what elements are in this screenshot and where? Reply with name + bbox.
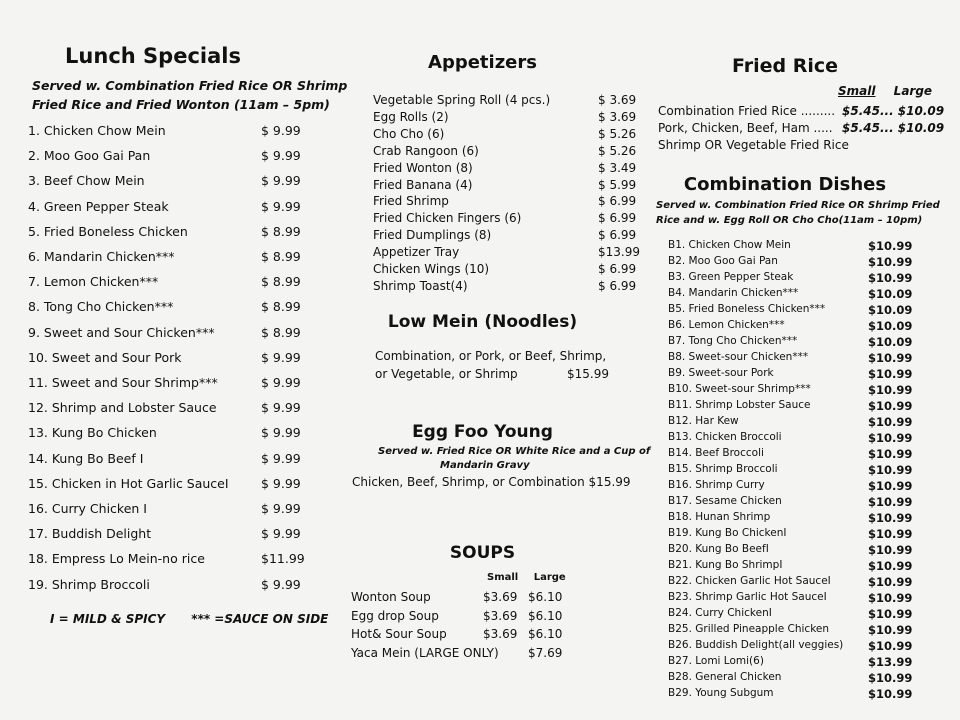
appetizer-item [373, 160, 637, 178]
combination-item-price: $10.99 [868, 463, 913, 477]
combination-item-price: $10.99 [868, 591, 913, 605]
combination-item-name: B12. Har Kew [668, 415, 739, 427]
lunch-item-price: $ 8.99 [261, 299, 301, 315]
lunch-item-price: $ 9.99 [261, 425, 301, 441]
lunch-item-name: 9. Sweet and Sour Chicken*** [28, 324, 215, 340]
combination-item [668, 655, 940, 671]
combination-item-name: B11. Shrimp Lobster Sauce [668, 399, 811, 411]
lunch-item [28, 400, 318, 420]
lunch-item [28, 501, 318, 521]
lunch-item-name: 8. Tong Cho Chicken*** [28, 299, 174, 315]
soup-item-name: Egg drop Soup [351, 608, 439, 623]
lunch-item-price: $ 9.99 [261, 400, 301, 416]
fried-rice-item-price: $5.45... $10.09 [842, 121, 945, 135]
appetizer-item-price: $ 3.69 [598, 93, 637, 107]
lunch-item-name: 11. Sweet and Sour Shrimp*** [28, 375, 218, 390]
combination-subtitle-line2: Rice and w. Egg Roll OR Cho Cho(11am – 10pm) [656, 215, 923, 226]
combination-item [668, 415, 940, 431]
soups-title: SOUPS [449, 543, 516, 563]
combination-item-price: $10.99 [868, 527, 913, 541]
combination-item-price: $10.99 [868, 559, 913, 573]
combination-item [668, 255, 940, 271]
combination-item-price: $10.99 [868, 271, 913, 285]
appetizer-item [373, 194, 637, 211]
combination-item [668, 287, 940, 303]
combination-subtitle-line1: Served w. Combination Fried Rice OR Shrimp Fried [656, 200, 940, 211]
appetizer-item [373, 262, 637, 279]
combination-item-name: B24. Curry ChickenI [668, 607, 772, 619]
lunch-item-name: 7. Lemon Chicken*** [28, 274, 159, 290]
combination-item-price: $10.99 [868, 687, 913, 701]
combination-item [668, 495, 940, 511]
combination-item-price: $10.99 [868, 511, 913, 525]
lunch-item-price: $ 9.99 [261, 148, 301, 164]
appetizer-item-price: $ 5.26 [598, 143, 637, 158]
lunch-item-name: 5. Fried Boneless Chicken [28, 223, 188, 239]
combination-item-name: B2. Moo Goo Gai Pan [668, 255, 778, 267]
lunch-item-price: $ 8.99 [261, 223, 301, 239]
appetizer-item [373, 245, 640, 262]
lunch-item-price: $ 9.99 [261, 501, 301, 516]
appetizer-item-price: $ 6.99 [598, 194, 637, 209]
lunch-item [28, 425, 318, 445]
lunch-item-price: $ 9.99 [261, 173, 301, 189]
combination-item-name: B28. General Chicken [668, 671, 782, 683]
soup-item [351, 627, 620, 646]
soup-item-small-price: $3.69 [483, 627, 518, 641]
fried-rice-large-label: Large [893, 84, 933, 98]
egg-foo-young-text: Chicken, Beef, Shrimp, or Combination $15.99 [352, 475, 631, 489]
lunch-item [28, 274, 318, 294]
lunch-item-name: 12. Shrimp and Lobster Sauce [28, 400, 217, 416]
combination-item-price: $10.99 [868, 447, 913, 461]
combination-item [668, 351, 940, 367]
lunch-item-price: $ 9.99 [261, 375, 301, 390]
appetizer-item [373, 211, 637, 228]
combination-item-name: B4. Mandarin Chicken*** [668, 287, 799, 299]
lunch-item [28, 325, 318, 345]
appetizer-item-name: Shrimp Toast(4) [373, 278, 468, 293]
combination-item [668, 623, 940, 639]
lunch-item [28, 173, 318, 193]
combination-item-price: $10.99 [868, 239, 913, 253]
egg-foo-young-subtitle-line2: Mandarin Gravy [440, 460, 530, 471]
combination-item-price: $10.99 [868, 351, 913, 365]
combination-item-name: B13. Chicken Broccoli [668, 431, 782, 443]
lunch-item-name: 19. Shrimp Broccoli [28, 576, 150, 592]
lunch-item-price: $ 9.99 [261, 198, 301, 214]
appetizer-item-price: $ 6.99 [598, 278, 637, 293]
lunch-item [28, 551, 318, 571]
appetizer-item-price: $ 6.99 [598, 211, 637, 226]
combination-item-price: $13.99 [868, 655, 913, 669]
appetizer-item-price: $13.99 [598, 245, 640, 260]
lunch-item-name: 18. Empress Lo Mein-no rice [28, 551, 205, 567]
soup-item-large-price: $7.69 [528, 645, 563, 660]
lunch-item [28, 123, 318, 143]
appetizer-item [373, 93, 637, 110]
combination-item [668, 463, 940, 479]
appetizer-item-price: $ 3.69 [598, 109, 637, 124]
fried-rice-small-label: Small [838, 84, 876, 98]
combination-item-price: $10.09 [868, 335, 913, 349]
combination-item-name: B6. Lemon Chicken*** [668, 319, 785, 331]
combination-item-price: $10.99 [868, 639, 913, 653]
combination-item-name: B1. Chicken Chow Mein [668, 239, 791, 251]
lunch-item-name: 14. Kung Bo Beef I [28, 450, 144, 466]
combination-item [668, 271, 940, 287]
combination-item-name: B3. Green Pepper Steak [668, 271, 794, 283]
low-mein-title: Low Mein (Noodles) [387, 312, 578, 332]
soup-item [351, 646, 620, 665]
legend-sauce: *** =SAUCE ON SIDE [191, 612, 329, 626]
fried-rice-item-name: Combination Fried Rice ......... [658, 104, 836, 118]
combination-item-price: $10.99 [868, 671, 913, 685]
soup-item-name: Wonton Soup [351, 590, 431, 604]
lunch-item-name: 15. Chicken in Hot Garlic SauceI [28, 475, 229, 491]
legend-spicy: I = MILD & SPICY [50, 612, 166, 626]
combination-item-price: $10.99 [868, 399, 913, 413]
combination-item [668, 447, 940, 463]
combination-item-price: $10.99 [868, 431, 913, 445]
lunch-item [28, 476, 318, 496]
combination-item-price: $10.99 [868, 383, 913, 397]
lunch-item [28, 224, 318, 244]
soups-large-label: Large [533, 572, 566, 583]
lunch-subtitle-line2: Fried Rice and Fried Wonton (11am – 5pm) [32, 97, 330, 112]
appetizer-item-name: Chicken Wings (10) [373, 262, 490, 276]
combination-item-name: B15. Shrimp Broccoli [668, 463, 778, 475]
low-mein-line2: or Vegetable, or Shrimp [375, 367, 518, 381]
combination-item [668, 527, 940, 543]
combination-item [668, 671, 940, 687]
lunch-item-price: $ 8.99 [261, 249, 301, 264]
combination-item-price: $10.99 [868, 415, 913, 429]
fried-rice-note: Shrimp OR Vegetable Fried Rice [658, 138, 849, 152]
combination-item [668, 559, 940, 575]
combination-item [668, 543, 940, 559]
combination-item [668, 511, 940, 527]
soups-size-header [487, 572, 578, 583]
combination-item-name: B26. Buddish Delight(all veggies) [668, 639, 844, 651]
lunch-item [28, 451, 318, 471]
appetizer-item [373, 278, 637, 296]
low-mein-price: $15.99 [567, 367, 609, 381]
combination-item-price: $10.99 [868, 607, 913, 621]
combination-item-price: $10.09 [868, 287, 913, 301]
appetizer-item-name: Egg Rolls (2) [373, 109, 449, 124]
lunch-item-name: 1. Chicken Chow Mein [28, 123, 166, 138]
fried-rice-size-header [838, 84, 932, 98]
combination-item-name: B8. Sweet-sour Chicken*** [668, 351, 809, 363]
combination-item [668, 431, 940, 447]
combination-item-name: B27. Lomi Lomi(6) [668, 655, 764, 667]
lunch-item-price: $ 8.99 [261, 274, 301, 290]
fried-rice-item-price: $5.45... $10.09 [842, 104, 945, 118]
combination-item-name: B16. Shrimp Curry [668, 479, 765, 491]
combination-item-name: B5. Fried Boneless Chicken*** [668, 303, 826, 315]
combination-item [668, 591, 940, 607]
soups-small-label: Small [487, 572, 519, 583]
combination-item [668, 607, 940, 623]
combination-item [668, 575, 940, 591]
soup-item-large-price: $6.10 [528, 590, 563, 604]
appetizer-item [373, 143, 637, 161]
lunch-item [28, 199, 318, 219]
lunch-item-price: $ 9.99 [261, 576, 301, 592]
combination-item-price: $10.99 [868, 623, 913, 637]
combination-item-price: $10.99 [868, 543, 913, 557]
lunch-item-price: $ 9.99 [261, 450, 301, 466]
lunch-subtitle-line1: Served w. Combination Fried Rice OR Shrimp [32, 78, 348, 93]
lunch-item [28, 375, 318, 395]
combination-item-name: B22. Chicken Garlic Hot SauceI [668, 575, 831, 587]
lunch-item-price: $11.99 [261, 551, 305, 567]
fried-rice-item-name: Pork, Chicken, Beef, Ham ..... [658, 121, 833, 135]
combination-item-name: B18. Hunan Shrimp [668, 511, 771, 523]
egg-foo-young-title: Egg Foo Young [412, 422, 553, 442]
soup-item-name: Yaca Mein (LARGE ONLY) [351, 645, 499, 660]
lunch-item [28, 577, 318, 597]
appetizer-item-name: Fried Wonton (8) [373, 160, 473, 175]
lunch-item [28, 148, 318, 168]
lunch-item-name: 16. Curry Chicken I [28, 501, 147, 516]
soup-item-name: Hot& Sour Soup [351, 627, 447, 641]
appetizer-item-price: $ 6.99 [598, 262, 637, 276]
appetizer-item [373, 177, 637, 195]
lunch-item-price: $ 9.99 [261, 349, 301, 365]
combination-item-price: $10.99 [868, 575, 913, 589]
appetizer-item-price: $ 5.26 [598, 126, 637, 141]
lunch-item-price: $ 9.99 [261, 526, 301, 542]
combination-item [668, 687, 940, 703]
appetizer-item-price: $ 3.49 [598, 160, 637, 175]
soup-item-large-price: $6.10 [528, 627, 563, 641]
soup-item-small-price: $3.69 [483, 608, 518, 623]
appetizer-item-name: Vegetable Spring Roll (4 pcs.) [373, 93, 551, 107]
combination-item [668, 319, 940, 335]
combination-item-name: B25. Grilled Pineapple Chicken [668, 623, 830, 635]
appetizer-item-name: Appetizer Tray [373, 245, 460, 260]
appetizers-title: Appetizers [428, 52, 537, 73]
appetizer-item-name: Fried Dumplings (8) [373, 228, 492, 243]
egg-foo-young-subtitle-line1: Served w. Fried Rice OR White Rice and a Cup of [378, 446, 651, 457]
lunch-item-name: 6. Mandarin Chicken*** [28, 249, 175, 264]
combination-item [668, 383, 940, 399]
combination-item [668, 479, 940, 495]
combination-item [668, 303, 940, 319]
lunch-item-name: 17. Buddish Delight [28, 526, 152, 542]
appetizer-item-name: Fried Chicken Fingers (6) [373, 211, 522, 226]
combination-item-price: $10.99 [868, 495, 913, 509]
lunch-item-price: $ 8.99 [261, 324, 301, 340]
combination-item-name: B21. Kung Bo ShrimpI [668, 559, 783, 571]
combination-item-name: B7. Tong Cho Chicken*** [668, 335, 798, 347]
combination-item [668, 335, 940, 351]
combination-item [668, 639, 940, 655]
combination-item-name: B20. Kung Bo BeefI [668, 543, 769, 555]
combination-item [668, 239, 940, 255]
combination-item-name: B10. Sweet-sour Shrimp*** [668, 383, 811, 395]
combination-item-name: B9. Sweet-sour Pork [668, 367, 774, 379]
appetizer-item-name: Crab Rangoon (6) [373, 143, 479, 158]
soup-item [351, 609, 620, 628]
combination-item-name: B29. Young Subgum [668, 687, 774, 699]
appetizer-item-price: $ 5.99 [598, 177, 637, 192]
lunch-legend [50, 612, 350, 626]
lunch-item [28, 350, 318, 370]
lunch-item-name: 3. Beef Chow Mein [28, 173, 145, 189]
combination-item [668, 367, 940, 383]
appetizer-item-name: Fried Shrimp [373, 194, 449, 209]
lunch-item [28, 249, 318, 269]
combination-item-price: $10.09 [868, 319, 913, 333]
appetizer-item-name: Cho Cho (6) [373, 126, 445, 141]
combination-item [668, 399, 940, 415]
fried-rice-title: Fried Rice [731, 55, 839, 77]
lunch-item-name: 13. Kung Bo Chicken [28, 425, 157, 441]
soup-item-small-price: $3.69 [483, 590, 518, 604]
fried-rice-item [658, 121, 945, 139]
combination-item-price: $10.99 [868, 367, 913, 381]
soup-item [351, 590, 620, 609]
combination-item-name: B17. Sesame Chicken [668, 495, 782, 507]
lunch-item [28, 299, 318, 319]
combination-item-price: $10.99 [868, 255, 913, 269]
combination-item-price: $10.99 [868, 479, 913, 493]
combination-item-name: B23. Shrimp Garlic Hot SauceI [668, 591, 827, 603]
lunch-item [28, 526, 318, 546]
appetizer-item [373, 109, 637, 127]
lunch-item-name: 4. Green Pepper Steak [28, 198, 169, 214]
combination-item-name: B14. Beef Broccoli [668, 447, 764, 459]
appetizer-item [373, 126, 637, 144]
appetizer-item [373, 228, 637, 245]
low-mein-line1: Combination, or Pork, or Beef, Shrimp, [375, 349, 607, 363]
combination-item-price: $10.09 [868, 303, 913, 317]
lunch-item-name: 2. Moo Goo Gai Pan [28, 148, 151, 164]
combination-item-name: B19. Kung Bo ChickenI [668, 527, 787, 539]
appetizer-item-name: Fried Banana (4) [373, 177, 473, 192]
lunch-item-price: $ 9.99 [261, 123, 301, 138]
lunch-item-price: $ 9.99 [261, 475, 301, 491]
appetizer-item-price: $ 6.99 [598, 228, 637, 243]
combination-title: Combination Dishes [683, 174, 887, 195]
fried-rice-item [658, 104, 945, 122]
lunch-specials-title: Lunch Specials [65, 44, 241, 68]
lunch-item-name: 10. Sweet and Sour Pork [28, 349, 182, 365]
soup-item-large-price: $6.10 [528, 608, 563, 623]
